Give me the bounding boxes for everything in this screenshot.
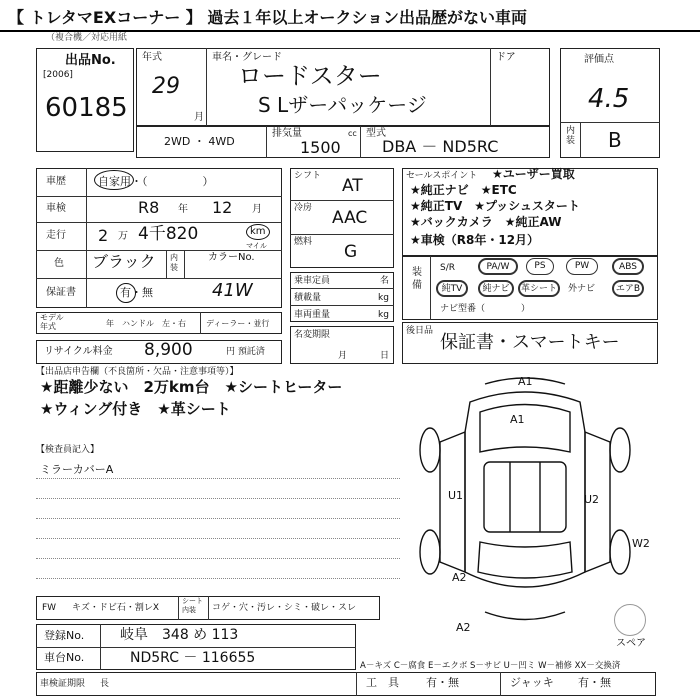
capacity-label: 乗車定員 (294, 276, 331, 286)
bottom-row (36, 672, 656, 696)
mileage-unit: km (250, 226, 266, 237)
equip-ps: PS (526, 258, 554, 275)
header-title: 【 トレタマEXコーナー 】 過去１年以上オークション出品歴がない車両 (8, 8, 528, 27)
equip-pw: PW (566, 258, 598, 275)
selling-point-2: ★純正ナビ ★ETC (410, 183, 517, 197)
long-label: 長 (100, 679, 110, 689)
damage-mark-a2-left: A2 (452, 571, 467, 584)
model-year-year: 年 (106, 319, 114, 328)
model-year-handle: ハンドル 左・右 (122, 319, 186, 328)
recycle-unit: 円 預託済 (226, 347, 265, 357)
equip-tv: 純TV (436, 280, 468, 297)
history-value: 自家用・（ ） (98, 175, 214, 188)
lot-label: 出品No. (65, 53, 116, 68)
name-label: 車名・グレード (212, 52, 282, 63)
score-label: 評価点 (584, 54, 614, 65)
jack-value: 有・無 (578, 676, 611, 689)
model-name: ロードスター (238, 62, 382, 90)
damage-mark-a1-top: A1 (518, 375, 533, 388)
chassis-value: ND5RC － 116655 (130, 650, 256, 666)
fuel-label: 燃料 (294, 237, 313, 247)
registration-value: 岐阜 348 め 113 (120, 627, 239, 643)
color-value: ブラック (92, 252, 156, 271)
capacity-unit: 名 (380, 276, 390, 286)
year-label: 年式 (142, 52, 162, 63)
type-value: DBA － ND5RC (382, 137, 499, 156)
header-subtitle: （複合機／対応用紙 (46, 33, 128, 43)
equipment-label: 装備 (412, 267, 422, 291)
lot-year-tag: [2006] (43, 70, 73, 80)
tools-value: 有・無 (426, 676, 459, 689)
door-label: ドア (496, 52, 516, 63)
weight-label: 車両重量 (294, 310, 331, 320)
damage-legend: A－キズ C－腐食 E－エクボ S－サビ U－凹ミ W－補修 XX－交換済 (360, 661, 621, 671)
warranty-circle (116, 283, 136, 303)
equip-leather: 革シート (518, 280, 560, 297)
name-change-label: 名変期限 (294, 330, 331, 340)
shift-label: シフト (294, 171, 322, 181)
drive-options: 2WD ・ 4WD (164, 135, 235, 148)
load-unit: kg (378, 293, 389, 303)
inspector-note: ミラーカバーA (40, 463, 114, 476)
registration-label: 登録No. (44, 629, 85, 642)
interior-score-label: 内装 (566, 126, 576, 146)
spare-label: スペア (616, 638, 646, 649)
inspection-value: R8 (138, 198, 160, 217)
condition-fw-text: キズ・ドビ石・割レX (72, 603, 159, 613)
damage-mark-u1: U1 (448, 489, 464, 502)
selling-point-3: ★純正TV ★プッシュスタート (410, 199, 580, 213)
interior-score-value: B (608, 128, 622, 152)
selling-points-label: セールスポイント (406, 171, 478, 181)
year-month-label: 月 (194, 112, 204, 123)
inspector-label: 【検査員記入】 (36, 445, 100, 455)
recycle-value: 8,900 (144, 340, 193, 360)
seller-note-2: ★ウィング付き ★革シート (40, 400, 231, 418)
header-bar (0, 0, 700, 32)
mileage-unit-alt: マイル (246, 242, 267, 250)
spare-tire-icon (614, 604, 646, 636)
condition-seat-label: シート内装 (182, 597, 203, 614)
displacement-label: 排気量 (272, 128, 302, 139)
aircon-value: AAC (332, 208, 368, 228)
warranty-options: 有・無 (120, 286, 153, 299)
inspection-label: 車検 (46, 203, 66, 214)
car-diagram (400, 372, 650, 642)
damage-mark-u2: U2 (584, 493, 600, 506)
equip-abs: ABS (612, 258, 644, 275)
equip-airbag: エアB (612, 280, 644, 297)
inspector-lines (36, 458, 400, 594)
grade-name: S Lザーパッケージ (258, 93, 427, 117)
history-label: 車歴 (46, 176, 66, 187)
damage-mark-w2: W2 (632, 537, 650, 550)
mileage-label: 走行 (46, 230, 66, 241)
model-year-label: モデル年式 (40, 313, 64, 331)
inspection-month-label: 月 (252, 204, 262, 215)
warranty-label: 保証書 (46, 287, 76, 298)
damage-mark-a1-hood: A1 (510, 413, 525, 426)
after-notes-label: 後日品 (406, 326, 434, 336)
inspection-year-label: 年 (178, 204, 188, 215)
mileage-man: 2 (98, 226, 109, 245)
chassis-label: 車台No. (44, 651, 85, 664)
name-change-month: 月 (338, 351, 348, 361)
history-circle (94, 170, 134, 190)
mileage-unit-circle (246, 224, 270, 240)
selling-point-1: ★ユーザー買取 (492, 167, 575, 181)
color-no-label: カラーNo. (208, 252, 255, 263)
equip-paw: PA/W (478, 258, 518, 275)
weight-unit: kg (378, 310, 389, 320)
mileage-value: 4千820 (138, 224, 199, 244)
equip-ext-navi: 外ナビ (568, 284, 596, 294)
inspection-month: 12 (212, 198, 233, 217)
equip-navi: 純ナビ (478, 280, 514, 297)
jack-label: ジャッキ (510, 676, 554, 689)
condition-seat-text: コゲ・穴・汚レ・シミ・破レ・スレ (212, 603, 357, 613)
navi-label: ナビ型番（ ） (440, 304, 531, 314)
selling-point-4: ★バックカメラ ★純正AW (410, 215, 562, 229)
tools-label: 工 具 (366, 676, 399, 689)
color-label: 色 (54, 258, 64, 269)
model-year-dealer: ディーラー・並行 (206, 319, 270, 328)
fuel-value: G (344, 242, 358, 262)
condition-fw: FW (42, 603, 57, 613)
color-no-value: 41W (212, 280, 253, 301)
lot-number: 60185 (45, 93, 128, 123)
year-value: 29 (152, 74, 180, 99)
color-interior-label: 内装 (170, 253, 178, 272)
damage-mark-a2-bottom: A2 (456, 621, 471, 634)
load-label: 積載量 (294, 293, 322, 303)
seller-note-1: ★距離少ない 2万km台 ★シートヒーター (40, 378, 343, 396)
shift-value: AT (342, 176, 363, 196)
seller-notes-label: 【出品店申告欄（不良箇所・欠品・注意事項等）】 (36, 367, 239, 377)
mileage-man-label: 万 (118, 231, 128, 242)
lot-box (36, 48, 134, 152)
score-value: 4.5 (588, 84, 630, 114)
after-notes-value: 保証書・スマートキー (440, 332, 620, 353)
displacement-value: 1500 (300, 138, 341, 157)
type-label: 型式 (366, 128, 386, 139)
selling-point-5: ★車検（R8年・12月） (410, 233, 540, 247)
cc-label: cc (348, 129, 357, 138)
reg-expiry-label: 車検証期限 (40, 679, 86, 689)
name-change-day: 日 (380, 351, 390, 361)
equip-sr: S/R (440, 263, 455, 273)
aircon-label: 冷房 (294, 203, 313, 213)
recycle-label: リサイクル料金 (44, 346, 113, 357)
